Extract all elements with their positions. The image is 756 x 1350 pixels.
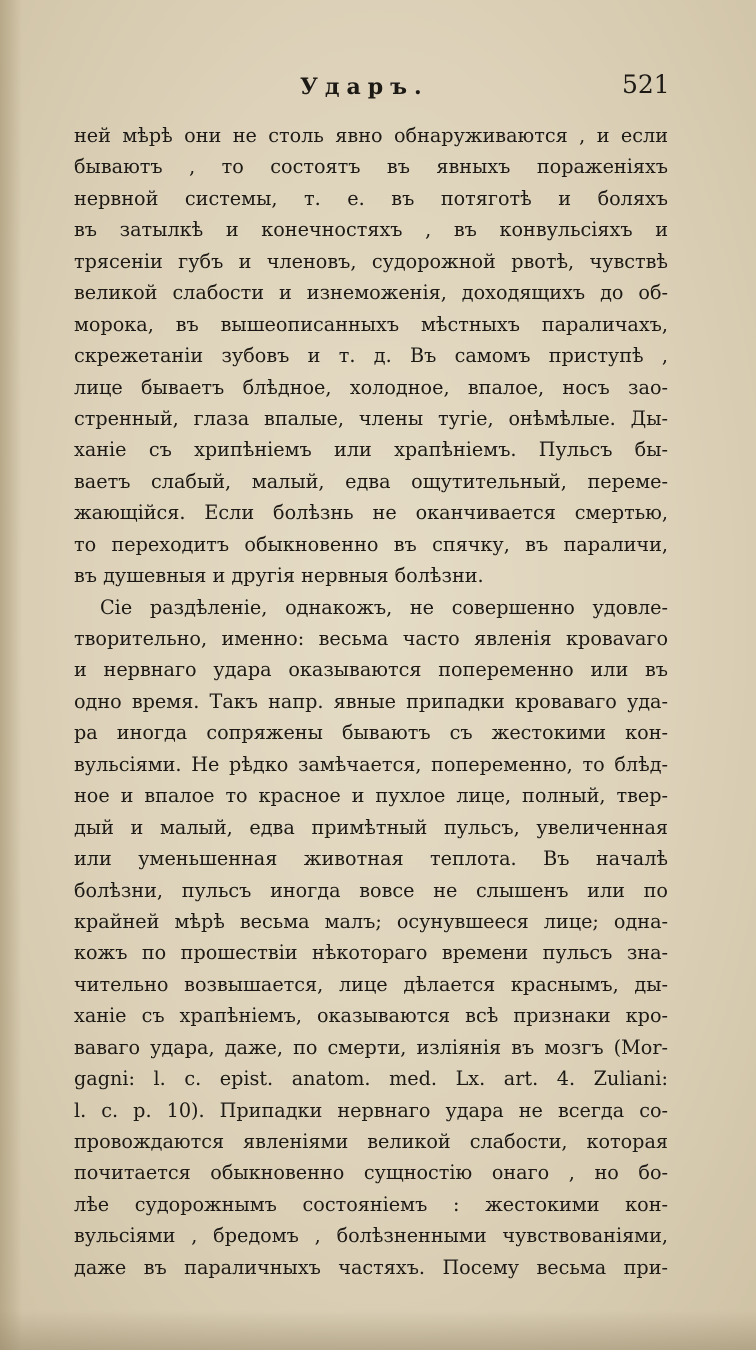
text-line: трясеніи губъ и членовъ, судорожной рвотѣ, чувствѣ xyxy=(74,249,668,273)
text-line: творительно, именно: весьма часто явленія кровavaго xyxy=(74,627,668,650)
text-line: gagni: l. c. epist. anatom. med. Lx. art. 4. Zuliani: xyxy=(74,1067,668,1091)
text-line: великой слабости и изнеможенія, доходящихъ до об- xyxy=(74,281,668,305)
running-title: Ударъ. xyxy=(300,74,429,100)
text-line: чительно возвышается, лице дѣлается краснымъ, ды- xyxy=(74,972,668,996)
text-line: бываютъ , то состоятъ въ явныхъ пораженіяхъ xyxy=(74,155,668,179)
page-number: 521 xyxy=(622,70,670,99)
paragraph-last-line: въ душевныя и другія нервныя болѣзни. xyxy=(74,564,484,588)
text-line: нервной системы, т. е. въ потяготѣ и боляхъ xyxy=(74,186,668,210)
paragraph-first-line: Сіе раздѣленіе, однакожъ, не совершенно удовле- xyxy=(100,595,668,619)
text-line: стренный, глаза впалые, члены тугіе, онѣмѣлые. Ды- xyxy=(74,406,668,430)
text-line: ваетъ слабый, малый, едва ощутительный, переме- xyxy=(74,469,668,493)
text-line: ра иногда сопряжены бываютъ съ жестокими кон- xyxy=(74,721,668,745)
text-line: кожъ по прошествіи нѣкотораго времени пульсъ зна- xyxy=(74,941,668,965)
text-line: ханіе съ хрипѣніемъ или храпѣніемъ. Пульсъ бы- xyxy=(74,438,668,462)
body-text xyxy=(74,120,668,1283)
text-line: или уменьшенная животная теплота. Въ началѣ xyxy=(74,847,668,871)
text-line: провождаются явленіями великой слабости, которая xyxy=(74,1130,668,1153)
text-line: одно время. Такъ напр. явные припадки кроваваго уда- xyxy=(74,689,668,713)
text-line: въ затылкѣ и конечностяхъ , въ конвульсіяхъ и xyxy=(74,218,668,242)
text-line: ней мѣрѣ они не столь явно обнаруживаются , и если xyxy=(74,124,668,147)
text-line: скрежетаніи зубовъ и т. д. Въ самомъ приступѣ , xyxy=(74,344,668,368)
text-line: почитается обыкновенно сущностію онаго , но бо- xyxy=(74,1161,668,1185)
text-line: болѣзни, пульсъ иногда вовсе не слышенъ или по xyxy=(74,878,668,902)
text-line: морока, въ вышеописанныхъ мѣстныхъ параличахъ, xyxy=(74,312,668,336)
text-line: то переходитъ обыкновенно въ спячку, въ параличи, xyxy=(74,532,668,556)
text-line: и нервнаго удара оказываются попеременно или въ xyxy=(74,658,668,682)
text-line: l. c. p. 10). Припадки нервнаго удара не всегда со- xyxy=(74,1098,668,1122)
text-line: ное и впалое то красное и пухлое лице, полный, твер- xyxy=(74,784,668,808)
text-line: вульсіями. Не рѣдко замѣчается, попеременно, то блѣд- xyxy=(74,752,668,776)
text-line: крайней мѣрѣ весьма малъ; осунувшееся лице; одна- xyxy=(74,909,668,933)
text-line: вульсіями , бредомъ , болѣзненными чувствованіями, xyxy=(74,1224,668,1248)
text-line: лице бываетъ блѣдное, холодное, впалое, носъ зао- xyxy=(74,375,668,399)
text-line: ваваго удара, даже, по смерти, изліянія въ мозгъ (Mor- xyxy=(74,1035,668,1059)
text-line: ханіе съ храпѣніемъ, оказываются всѣ признаки кро- xyxy=(74,1004,668,1028)
page-bottom-shadow xyxy=(0,1310,756,1350)
text-line: лѣе судорожнымъ состояніемъ : жестокими кон- xyxy=(74,1192,668,1216)
text-line: жающійся. Если болѣзнь не оканчивается смертью, xyxy=(74,501,668,525)
text-line: даже въ параличныхъ частяхъ. Посему весьма при- xyxy=(74,1255,668,1279)
text-line: дый и малый, едва примѣтный пульсъ, увеличенная xyxy=(74,815,668,839)
page-gutter-shadow xyxy=(0,0,22,1350)
page-header xyxy=(0,70,756,110)
